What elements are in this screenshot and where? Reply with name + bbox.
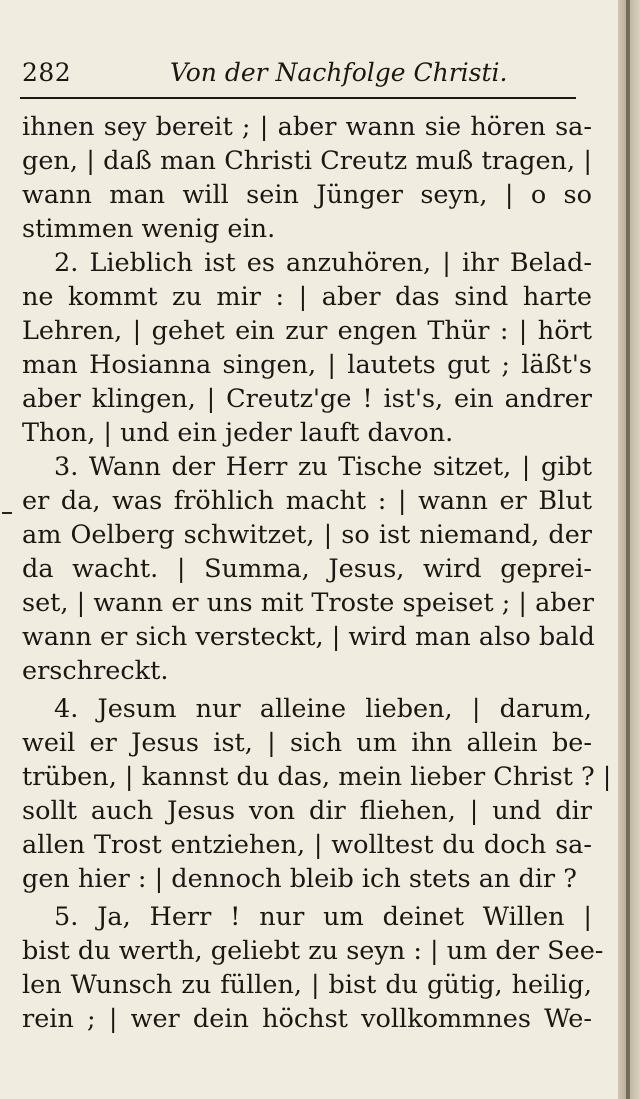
- margin-mark: [2, 512, 12, 514]
- text-line: trüben, | kannst du das, mein lieber Christ ? |: [22, 762, 612, 792]
- page-number: 282: [22, 58, 72, 87]
- page-header: [22, 58, 582, 94]
- text-line: 3. Wann der Herr zu Tische sitzet, | gibt: [54, 452, 592, 482]
- text-line: er da, was fröhlich macht : | wann er Blut: [22, 486, 592, 516]
- stanza: [22, 110, 592, 246]
- text-line: Lehren, | gehet ein zur engen Thür : | hört: [22, 316, 592, 346]
- text-line: 2. Lieblich ist es anzuhören, | ihr Belad-: [54, 248, 592, 278]
- stanza: [22, 450, 595, 688]
- text-line: man Hosianna singen, | lautets gut ; läßt's: [22, 350, 592, 380]
- text-line: Thon, | und ein jeder lauft davon.: [22, 418, 454, 448]
- text-line: stimmen wenig ein.: [22, 214, 276, 244]
- text-line: weil er Jesus ist, | sich um ihn allein be-: [22, 728, 592, 758]
- text-line: wann er sich versteckt, | wird man also bald: [22, 622, 595, 652]
- stanza: [22, 246, 592, 450]
- text-line: ne kommt zu mir : | aber das sind harte: [22, 282, 592, 312]
- text-line: gen, | daß man Christi Creutz muß tragen, |: [22, 146, 592, 176]
- text-line: ihnen sey bereit ; | aber wann sie hören sa-: [22, 112, 592, 142]
- hymn-text: [22, 110, 612, 1036]
- text-line: erschreckt.: [22, 656, 169, 686]
- stanza: [22, 692, 612, 896]
- text-line: am Oelberg schwitzet, | so ist niemand, der: [22, 520, 592, 550]
- running-title: Von der Nachfolge Christi.: [170, 58, 508, 87]
- text-line: wann man will sein Jünger seyn, | o so: [22, 180, 592, 210]
- text-line: 5. Ja, Herr ! nur um deinet Willen |: [54, 902, 592, 932]
- text-line: aber klingen, | Creutz'ge ! ist's, ein andrer: [22, 384, 592, 414]
- text-line: sollt auch Jesus von dir fliehen, | und dir: [22, 796, 592, 826]
- text-line: 4. Jesum nur alleine lieben, | darum,: [54, 694, 592, 724]
- text-line: set, | wann er uns mit Troste speiset ; | aber: [22, 588, 594, 618]
- text-line: allen Trost entziehen, | wolltest du doch sa-: [22, 830, 592, 860]
- header-rule: [20, 97, 576, 99]
- facing-page-edge: [626, 0, 630, 1099]
- text-line: len Wunsch zu füllen, | bist du gütig, heilig,: [22, 970, 592, 1000]
- stanza: [22, 900, 604, 1036]
- text-line: gen hier : | dennoch bleib ich stets an dir ?: [22, 864, 577, 894]
- text-line: rein ; | wer dein höchst vollkommnes We-: [22, 1004, 592, 1034]
- text-line: bist du werth, geliebt zu seyn : | um der See-: [22, 936, 604, 966]
- text-line: da wacht. | Summa, Jesus, wird geprei-: [22, 554, 592, 584]
